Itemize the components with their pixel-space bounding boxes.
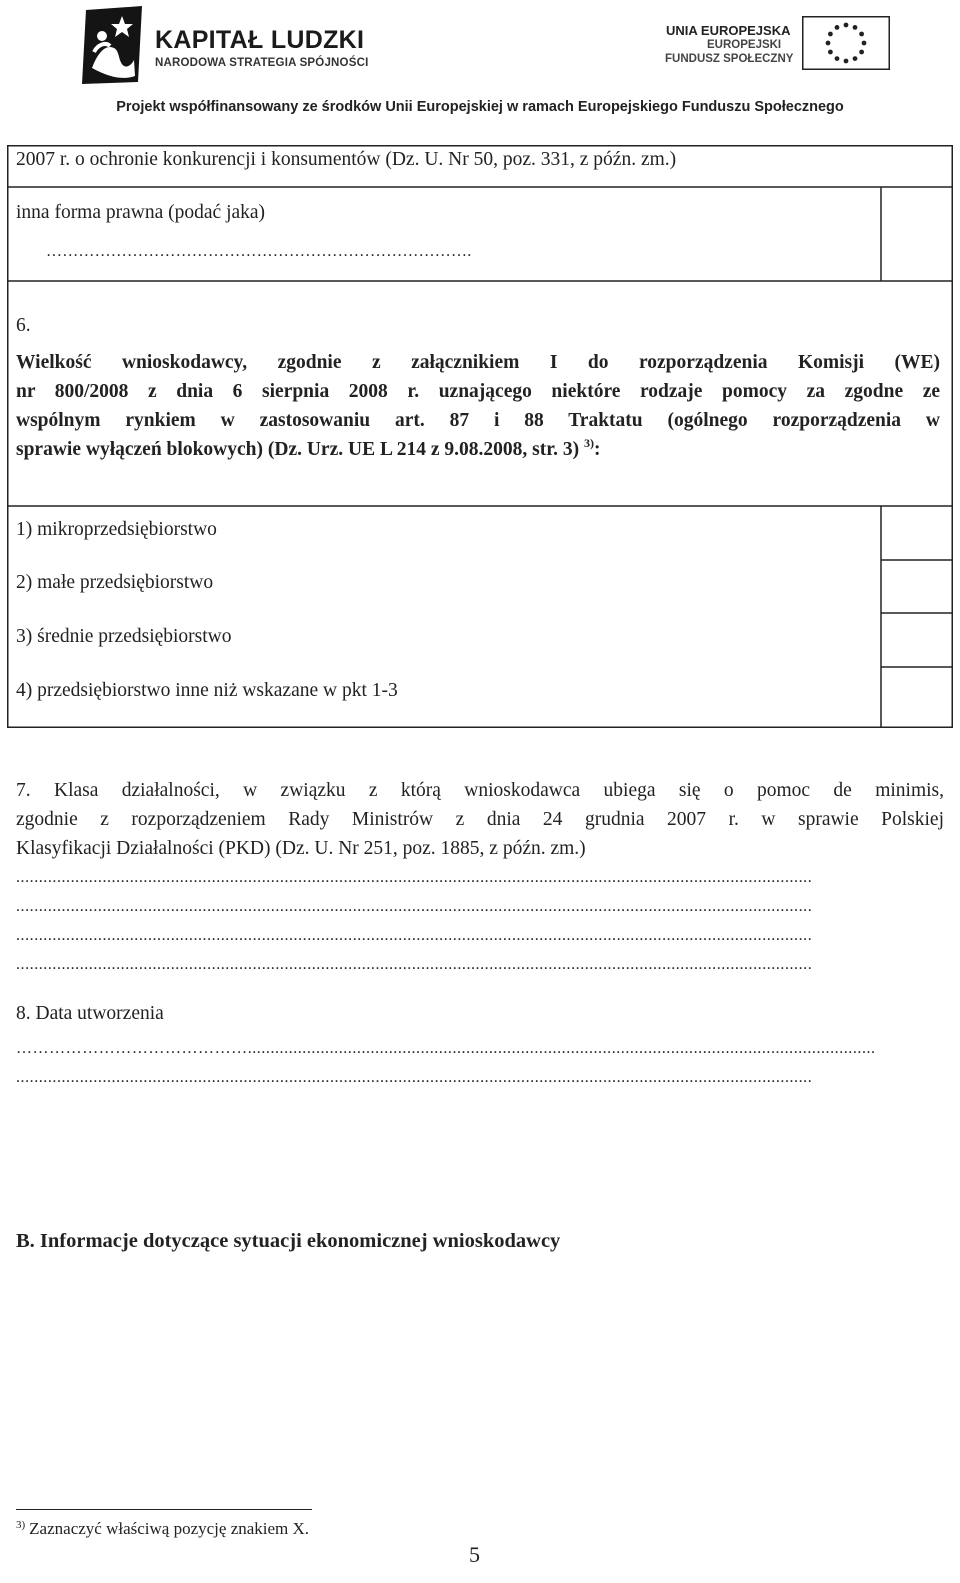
section-6-line (16, 435, 940, 464)
footnote (16, 1519, 309, 1539)
section-7-description (16, 776, 944, 863)
eu-subtitle-2: FUNDUSZ SPOŁECZNY (665, 53, 794, 65)
footnote-mark: 3) (16, 1519, 26, 1531)
section-b-heading: B. Informacje dotyczące sytuacji ekonomicznej wnioskodawcy (16, 1230, 561, 1252)
footnote-ref: 3) (583, 436, 594, 450)
footnote-text: Zaznaczyć właściwą pozycję znakiem X. (29, 1519, 310, 1538)
creation-date-input-line-2[interactable]: ............................................................................................................................................................................... (16, 1069, 813, 1086)
pkd-input-line-1[interactable]: ............................................................................................................................................................................... (16, 869, 813, 886)
section-7-line: Klasyfikacji Działalności (PKD) (Dz. U. Nr 251, poz. 1885, z późn. zm.) (16, 838, 586, 859)
pkd-input-line-2[interactable]: ............................................................................................................................................................................... (16, 898, 813, 915)
checkbox-small[interactable] (882, 561, 952, 612)
eu-title: UNIA EUROPEJSKA (666, 23, 791, 38)
checkbox-micro[interactable] (882, 507, 952, 559)
other-legal-form-label: inna forma prawna (podać jaka) (16, 202, 266, 223)
kapital-ludzki-subtitle: NARODOWA STRATEGIA SPÓJNOŚCI (155, 57, 369, 69)
size-option-small: 2) małe przedsiębiorstwo (16, 572, 214, 593)
eu-subtitle-1: EUROPEJSKI (707, 39, 782, 51)
legal-form-continuation: 2007 r. o ochronie konkurencji i konsumentów (Dz. U. Nr 50, poz. 331, z późn. zm.) (16, 149, 677, 170)
page-number: 5 (469, 1542, 480, 1567)
checkbox-medium[interactable] (882, 614, 952, 666)
section-6-line: Wielkość wnioskodawcy, zgodnie z załącznikiem I do rozporządzenia Komisji (WE) (16, 352, 940, 373)
pkd-input-line-4[interactable]: ............................................................................................................................................................................... (16, 956, 813, 973)
section-6-colon: : (593, 439, 601, 460)
section-6-line: wspólnym rynkiem w zastosowaniu art. 87 i 88 Traktatu (ogólnego rozporządzenia w (16, 410, 940, 431)
section-6-line: nr 800/2008 z dnia 6 sierpnia 2008 r. uznającego niektóre rodzaje pomocy za zgodne ze (16, 381, 940, 402)
section-8-label: 8. Data utworzenia (16, 1003, 164, 1024)
section-7-line: 7. Klasa działalności, w związku z którą wnioskodawca ubiega się o pomoc de minimis, (16, 780, 944, 801)
creation-date-input-line-1[interactable]: …………………………………….......................................................................................................................................... (16, 1040, 876, 1057)
footnote-divider (16, 1509, 312, 1510)
size-option-micro: 1) mikroprzedsiębiorstwo (16, 519, 217, 540)
size-option-other: 4) przedsiębiorstwo inne niż wskazane w pkt 1-3 (16, 680, 398, 701)
kapital-ludzki-title: KAPITAŁ LUDZKI (155, 26, 365, 54)
section-7-line: zgodnie z rozporządzeniem Rady Ministrów z dnia 24 grudnia 2007 r. w sprawie Polskiej (16, 809, 944, 830)
project-cofinancing-line: Projekt współfinansowany ze środków Unii Europejskiej w ramach Europejskiego Funduszu Społecznego (116, 99, 844, 115)
other-legal-form-input[interactable]: ……………………………………………………………………. (46, 243, 472, 260)
checkbox-other[interactable] (882, 668, 952, 726)
size-option-medium: 3) średnie przedsiębiorstwo (16, 626, 232, 647)
pkd-input-line-3[interactable]: ............................................................................................................................................................................... (16, 927, 813, 944)
section-6-description (16, 348, 940, 464)
section-6-line-text: sprawie wyłączeń blokowych) (Dz. Urz. UE L 214 z 9.08.2008, str. 3) (16, 439, 580, 460)
eu-flag-icon (802, 16, 890, 70)
section-6-number: 6. (16, 315, 31, 336)
